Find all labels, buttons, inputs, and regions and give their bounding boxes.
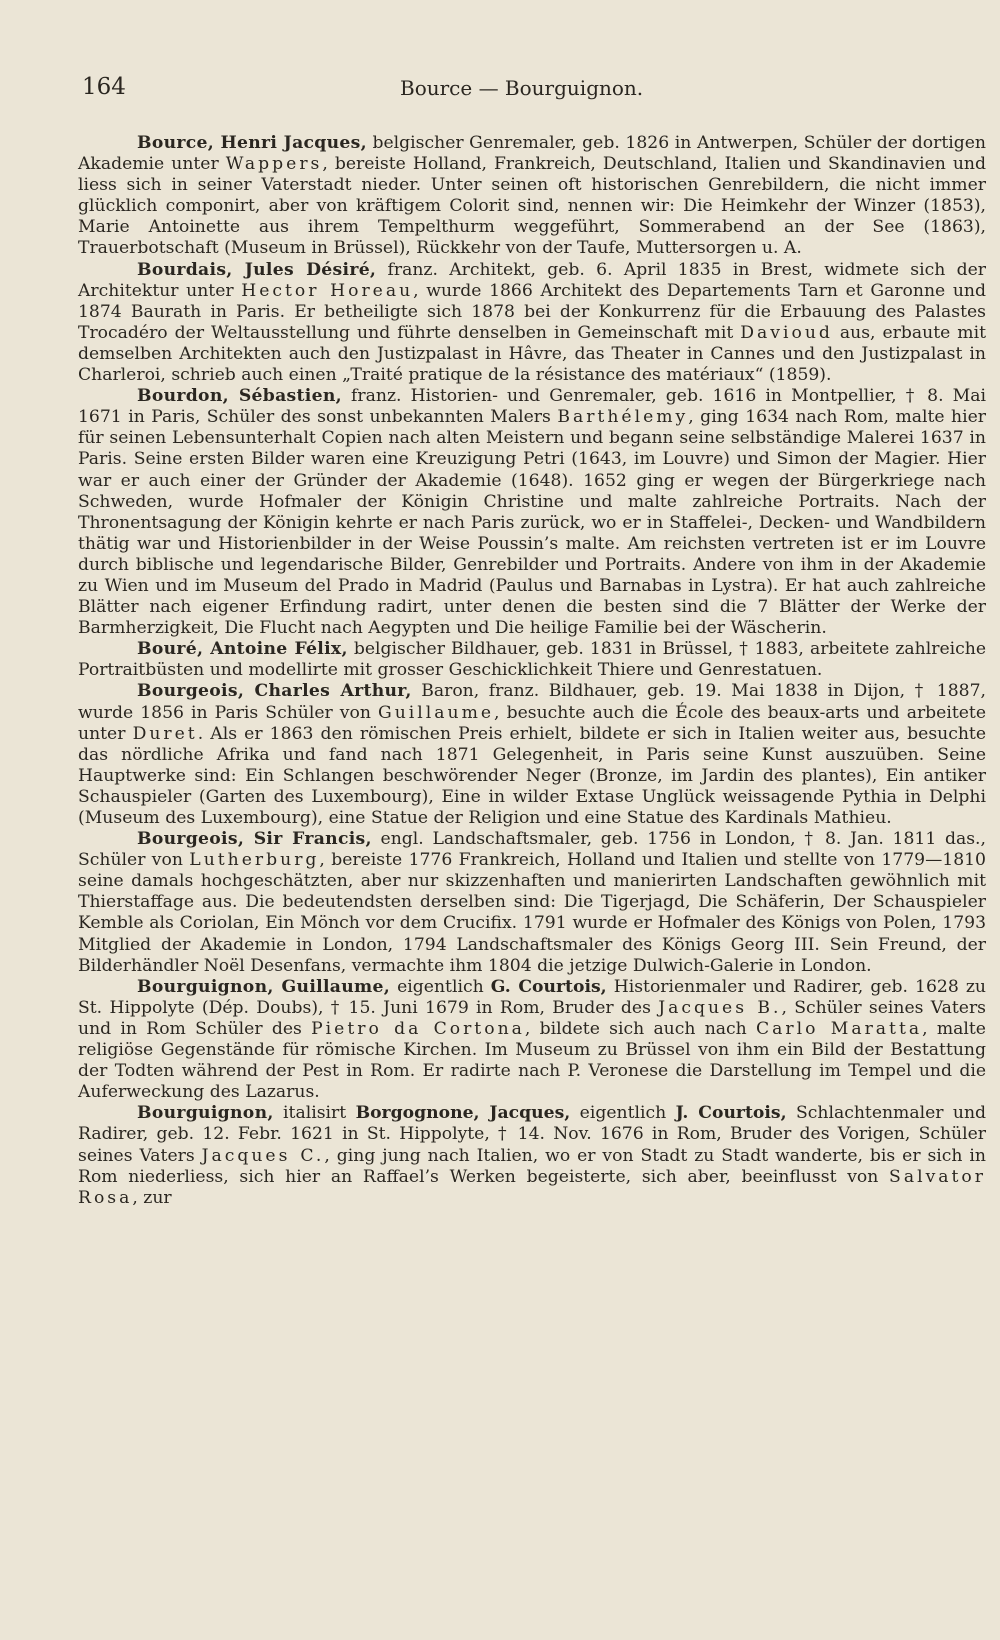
entry-text: belgischer Genremaler, geb. 1826 in Antwerpen, Schüler der dortigen Akademie unter [78, 133, 986, 175]
entry-text: Historienmaler und Radirer, geb. 1628 zu St. Hippolyte (Dép. Doubs), † 15. Juni 1679 in Rom, Bruder des [78, 976, 986, 1018]
entry-text: Baron, franz. Bildhauer, geb. 19. Mai 1838 in Dijon, † 1887, wurde 1856 in Paris Schüler von [78, 681, 986, 723]
entry-bourdon [78, 386, 986, 639]
spaced-name: Pietro da Cortona [311, 1018, 525, 1039]
spaced-name: Salvator Rosa [78, 1166, 986, 1208]
spaced-name: Carlo Maratta [756, 1018, 923, 1039]
entry-boure [78, 639, 986, 681]
entry-text: , besuchte auch die École des beaux-arts und arbeitete unter [78, 702, 987, 744]
spaced-name: Jacques B. [658, 997, 782, 1018]
spaced-name: Duret [132, 723, 198, 744]
entry-text: , zur [132, 1187, 172, 1208]
entry-name: Bourgeois, Sir Francis, [137, 829, 372, 850]
running-title: Bource — Bourguignon. [400, 76, 644, 100]
spaced-name: Jacques C. [201, 1145, 325, 1166]
entry-text: , bildete sich auch nach [524, 1018, 757, 1039]
entry-name: Bourdais, Jules Désiré, [137, 259, 377, 280]
entry-name: Bourgeois, Charles Arthur, [137, 681, 412, 702]
entry-bourgeois-francis [78, 829, 986, 977]
bold-name: G. Courtois, [490, 976, 607, 997]
spaced-name: Wappers [225, 154, 323, 175]
entry-name: Bourguignon, [137, 1103, 274, 1124]
entry-text: Schlachtenmaler und Radirer, geb. 12. Febr. 1621 in St. Hippolyte, † 14. Nov. 1676 in Rom, Bruder des Vorigen, Schüler seines Vaters [78, 1103, 987, 1166]
entry-bourguignon-guillaume [78, 977, 986, 1104]
entry-bourguignon-jacques [78, 1103, 986, 1208]
spaced-name: Guillaume [377, 702, 495, 723]
entry-text: , Schüler seines Vaters und in Rom Schüler des [78, 997, 986, 1039]
entry-text: , bereiste 1776 Frankreich, Holland und Italien und stellte von 1779—1810 seine damals hochgeschätzten, aber nur skizzenhaften und manierirten Landschaften gewöhnlich mit Thierstaffage aus. Die bedeutendsten derselben sind: Die Tigerjagd, Die Schäferin, Der Schauspieler Kemble als Coriolan, Ein Mönch vor dem Crucifix. 1791 wurde er Hofmaler des Königs von Polen, 1793 Mitglied der Akademie in London, 1794 Landschaftsmaler des Königs Georg III. Sein Freund, der Bilderhändler Noël Desenfans, vermachte ihm 1804 die jetzige Dulwich-Galerie in London. [78, 850, 986, 976]
entry-text: engl. Landschaftsmaler, geb. 1756 in London, † 8. Jan. 1811 das., Schüler von [78, 829, 986, 871]
entry-text: franz. Architekt, geb. 6. April 1835 in Brest, widmete sich der Architektur unter [78, 259, 986, 301]
entry-text: , malte religiöse Gegenstände für römische Kirchen. Im Museum zu Brüssel von ihm ein Bild der Bestattung der Todten während der Pest in Rom. Er radirte nach P. Veronese die Darstellung im Tempel und die Auferweckung des Lazarus. [78, 1018, 986, 1103]
spaced-name: Barthélemy [557, 407, 689, 428]
entry-name: Bourguignon, Guillaume, [137, 976, 391, 997]
entry-text: franz. Historien- und Genremaler, geb. 1616 in Montpellier, † 8. Mai 1671 in Paris, Schüler des sonst unbekannten Malers [78, 386, 987, 428]
entry-text: aus, erbaute mit demselben Architekten auch den Justizpalast in Hâvre, das Theater in Cannes und den Justizpalast in Charleroi, schrieb auch einen „Traité pratique de la résistance des matériaux“ (1859). [78, 322, 986, 386]
page-number: 164 [82, 74, 126, 100]
entry-text: , bereiste Holland, Frankreich, Deutschland, Italien und Skandinavien und liess sich in seiner Vaterstadt nieder. Unter seinen oft historischen Genrebildern, die nicht immer glücklich componirt, aber von kräftigem Colorit sind, nennen wir: Die Heimkehr der Winzer (1853), Marie Antoinette aus ihrem Tempelthurm weggeführt, Sommerabend an der See (1863), Trauerbotschaft (Museum in Brüssel), Rückkehr von der Taufe, Muttersorgen u. A. [78, 154, 986, 259]
entry-text: eigentlich [570, 1103, 676, 1124]
entry-bource [78, 133, 986, 260]
bold-name: Borgognone, Jacques, [355, 1103, 571, 1124]
entry-text: belgischer Bildhauer, geb. 1831 in Brüssel, † 1883, arbeitete zahlreiche Portraitbüsten und modellirte mit grosser Geschicklichkeit Thiere und Genrestatuen. [78, 639, 986, 681]
entry-bourdais [78, 260, 986, 387]
entry-text: , wurde 1866 Architekt des Departements Tarn et Garonne und 1874 Baurath in Paris. Er betheiligte sich 1878 bei der Konkurrenz für die Erbauung des Palastes Trocadéro der Weltausstellung und führte denselben in Gemeinschaft mit [78, 280, 986, 343]
entry-name: Bouré, Antoine Félix, [137, 639, 348, 660]
entry-bourgeois-charles [78, 681, 986, 829]
entry-name: Bource, Henri Jacques, [137, 133, 367, 153]
entry-name: Bourdon, Sébastien, [137, 386, 342, 407]
entry-text: . Als er 1863 den römischen Preis erhielt, bildete er sich in Italien weiter aus, besuchte das nördliche Afrika und fand nach 1871 Gelegenheit, in Paris seine Kunst auszuüben. Seine Hauptwerke sind: Ein Schlangen beschwörender Neger (Bronze, im Jardin des plantes), Ein antiker Schauspieler (Garten des Luxembourg), Eine in wilder Extase Unglück weissagende Pythia in Delphi (Museum des Luxembourg), eine Statue der Religion und eine Statue des Kardinals Mathieu. [78, 723, 986, 828]
page-header [82, 74, 930, 108]
page-body [78, 133, 986, 1209]
entry-text: , ging 1634 nach Rom, malte hier für seinen Lebensunterhalt Copien nach alten Meistern und begann seine selbständige Malerei 1637 in Paris. Seine ersten Bilder waren eine Kreuzigung Petri (1643, im Louvre) und Simon der Magier. Hier war er auch einer der Gründer der Akademie (1648). 1652 ging er wegen der Bürgerkriege nach Schweden, wurde Hofmaler der Königin Christine und malte zahlreiche Portraits. Nach der Thronentsagung der Königin kehrte er nach Paris zurück, wo er in Staffelei-, Decken- und Wandbildern thätig war und Historienbilder in der Weise Poussin’s malte. Am reichsten vertreten ist er im Louvre durch biblische und legendarische Bilder, Genrebilder und Portraits. Andere von ihm in der Akademie zu Wien und im Museum del Prado in Madrid (Paulus und Barnabas in Lystra). Er hat auch zahlreiche Blätter nach eigener Erfindung radirt, unter denen die besten sind die 7 Blätter der Werke der Barmherzigkeit, Die Flucht nach Aegypten und Die heilige Familie bei der Wäscherin. [78, 407, 986, 639]
spaced-name: Davioud [740, 322, 833, 343]
entry-text: eigentlich [390, 976, 491, 997]
entry-text: , ging jung nach Italien, wo er von Stadt zu Stadt wanderte, bis er sich in Rom niederliess, sich hier an Raffael’s Werken begeisterte, sich aber, beeinflusst von [78, 1145, 986, 1187]
spaced-name: Lutherburg [189, 850, 320, 871]
spaced-name: Hector Horeau [241, 280, 414, 301]
entry-text: italisirt [273, 1103, 356, 1124]
bold-name: J. Courtois, [675, 1103, 787, 1124]
